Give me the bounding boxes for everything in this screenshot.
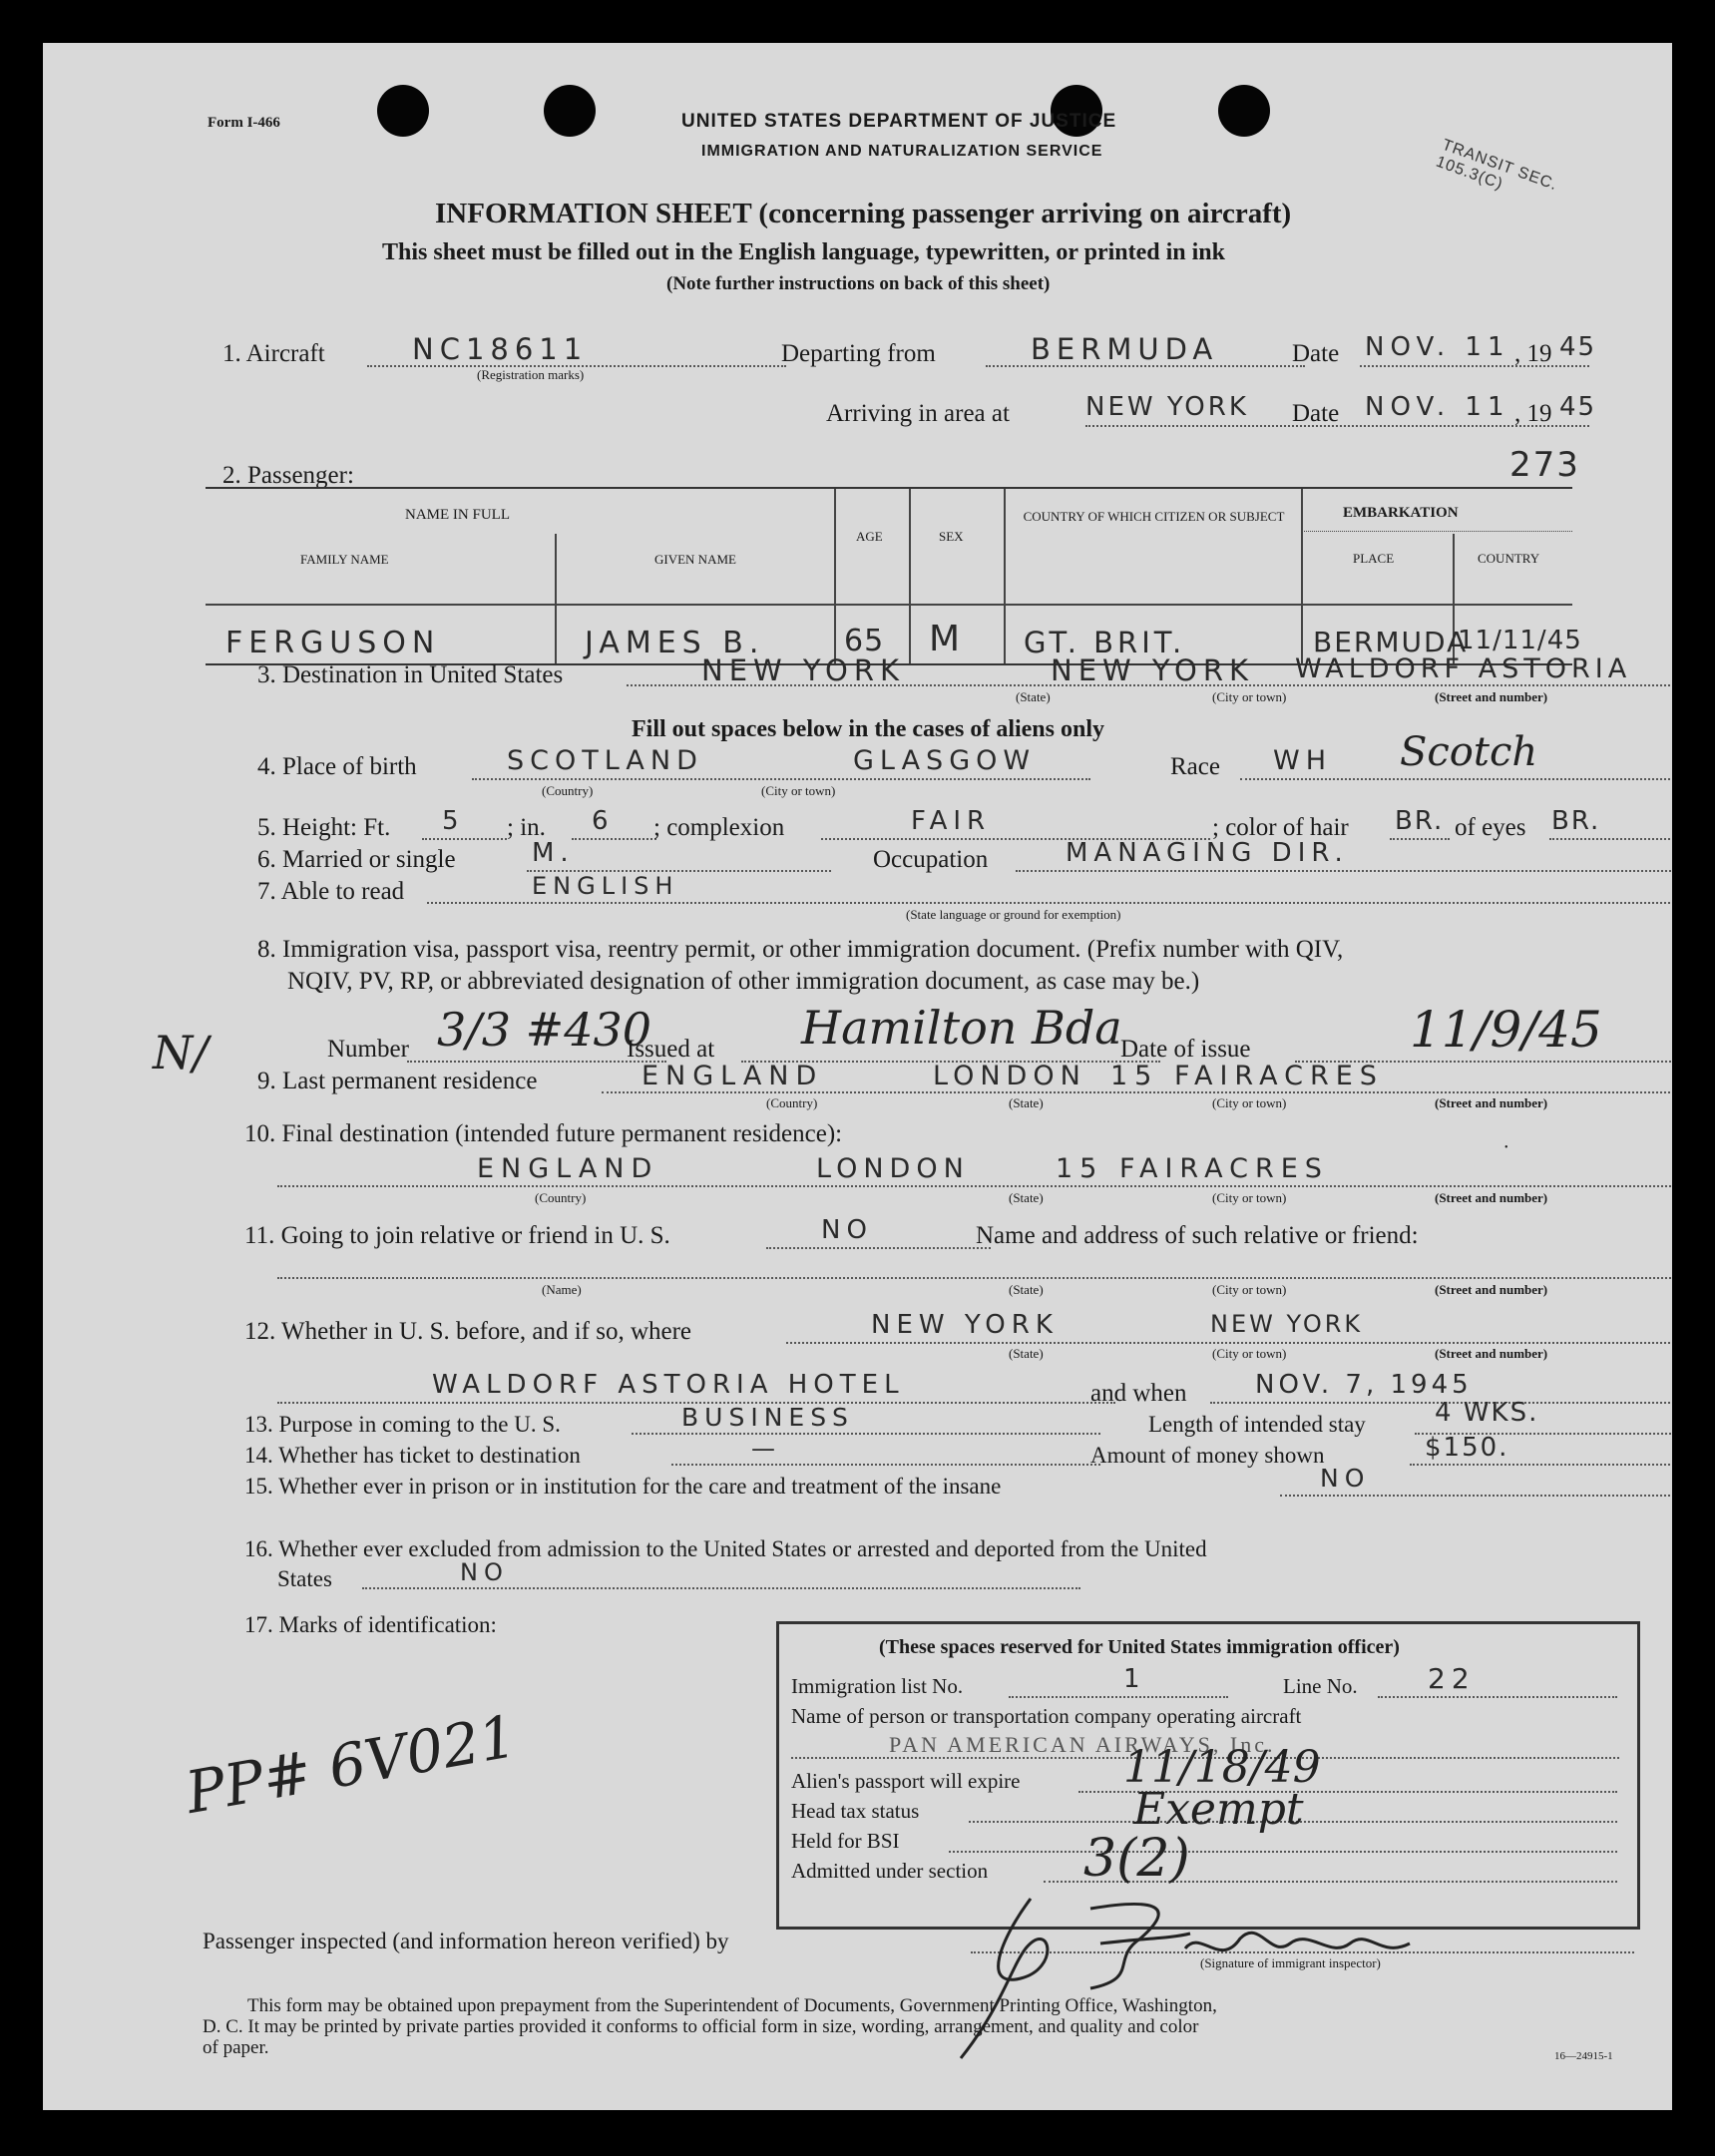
list-label: Immigration list No.: [791, 1674, 964, 1698]
transit-stamp: TRANSIT SEC. 105.3(C): [1434, 136, 1560, 195]
prison-value[interactable]: NO: [1320, 1464, 1371, 1493]
read-label: 7. Able to read: [257, 878, 405, 905]
department: UNITED STATES DEPARTMENT OF JUSTICE: [681, 111, 1117, 132]
th-place: PLACE: [1353, 551, 1395, 566]
issued-label: Issued at: [627, 1036, 715, 1063]
caption-country: (Country): [535, 1190, 587, 1205]
issued-at[interactable]: Hamilton Bda: [801, 1001, 1122, 1055]
last-residence-label: 9. Last permanent residence: [257, 1068, 538, 1094]
visa-line1: 8. Immigration visa, passport visa, reentry permit, or other immigration document. (Prefix number with QIV,: [257, 936, 1344, 963]
arriving-label: Arriving in area at: [826, 400, 1010, 427]
footer-line1: This form may be obtained upon prepayment from the Superintendent of Documents, Government Printing Office, Washington,: [247, 1995, 1217, 2016]
caption-city: (City or town): [1212, 1282, 1287, 1297]
cell-place[interactable]: BERMUDA: [1313, 626, 1469, 658]
married-value[interactable]: M.: [532, 838, 575, 868]
departing-label: Departing from: [781, 340, 936, 367]
stay-label: Length of intended stay: [1148, 1412, 1366, 1437]
eyes-value[interactable]: BR.: [1551, 806, 1601, 836]
race-label: Race: [1170, 753, 1220, 780]
birth-label: 4. Place of birth: [257, 753, 417, 780]
destination-state[interactable]: NEW YORK: [701, 653, 906, 687]
th-given-name: GIVEN NAME: [654, 552, 736, 567]
occupation-label: Occupation: [873, 846, 989, 873]
destination-street[interactable]: WALDORF ASTORIA: [1295, 653, 1632, 684]
final-destination-city[interactable]: 15 FAIRACRES: [1056, 1153, 1329, 1184]
join-value[interactable]: NO: [821, 1215, 873, 1245]
excluded-line1: 16. Whether ever excluded from admission to the United States or arrested and deported from the United: [244, 1536, 1207, 1561]
headtax-value[interactable]: Exempt: [1133, 1784, 1304, 1835]
height-in[interactable]: 6: [592, 806, 615, 836]
reg-marks-caption: (Registration marks): [477, 367, 585, 382]
last-residence-city[interactable]: 15 FAIRACRES: [1110, 1061, 1384, 1091]
before-city[interactable]: NEW YORK: [1210, 1310, 1364, 1338]
caption-street: (Street and number): [1435, 1346, 1548, 1361]
visa-margin-note: N/: [153, 1026, 209, 1079]
race-value[interactable]: WH: [1273, 745, 1332, 776]
expire-value[interactable]: 11/18/49: [1123, 1742, 1321, 1793]
prison-label: 15. Whether ever in prison or in institution for the care and treatment of the insane: [244, 1474, 1002, 1499]
before-when[interactable]: NOV. 7, 1945: [1255, 1370, 1473, 1400]
hair-label: ; color of hair: [1212, 814, 1349, 841]
final-destination-label: 10. Final destination (intended future permanent residence):: [244, 1120, 843, 1147]
visa-line2: NQIV, PV, RP, or abbreviated designation of other immigration document, as case may be.): [287, 968, 1200, 995]
sheet-note: (Note further instructions on back of this sheet): [666, 273, 1051, 294]
line-value[interactable]: 22: [1428, 1662, 1476, 1695]
footer-line3: of paper.: [203, 2037, 269, 2058]
aircraft-label: 1. Aircraft: [222, 340, 325, 367]
before-label: 12. Whether in U. S. before, and if so, where: [244, 1318, 692, 1345]
caption-country: (Country): [766, 1095, 818, 1110]
caption-city: (City or town): [1212, 1095, 1287, 1110]
occupation-value[interactable]: MANAGING DIR.: [1066, 838, 1349, 868]
sheet-subtitle: This sheet must be filled out in the English language, typewritten, or printed in ink: [382, 239, 1225, 265]
caption-street: (Street and number): [1435, 1095, 1548, 1110]
aircraft-value[interactable]: NC18611: [412, 332, 589, 366]
punch-hole: [377, 85, 429, 137]
arr-year-value[interactable]: 45: [1559, 392, 1597, 422]
year-prefix: , 19: [1514, 400, 1552, 427]
before-street[interactable]: WALDORF ASTORIA HOTEL: [432, 1370, 905, 1400]
officer-header: (These spaces reserved for United States immigration officer): [879, 1636, 1400, 1658]
marks-handwritten[interactable]: PP# 6V021: [181, 1701, 522, 1827]
join-label: 11. Going to join relative or friend in U. S.: [244, 1222, 670, 1249]
cell-family-name[interactable]: FERGUSON: [225, 626, 441, 660]
manifest-number: 273: [1509, 445, 1580, 485]
service: IMMIGRATION AND NATURALIZATION SERVICE: [701, 143, 1103, 160]
height-in-label: ; in.: [507, 814, 546, 841]
th-embarkation: EMBARKATION: [1343, 505, 1459, 521]
footer-line2: D. C. It may be printed by private parties provided it conforms to official form in size, wording, arrangement, and quality and color: [203, 2016, 1199, 2037]
purpose-label: 13. Purpose in coming to the U. S.: [244, 1412, 561, 1437]
th-family-name: FAMILY NAME: [300, 552, 389, 567]
admitted-label: Admitted under section: [791, 1859, 989, 1883]
company-label: Name of person or transportation company operating aircraft: [791, 1704, 1302, 1728]
cell-emb-country[interactable]: 11/11/45: [1458, 626, 1582, 655]
year-prefix: , 19: [1514, 340, 1552, 367]
caption-state: (State): [1009, 1095, 1044, 1110]
caption-state: (State): [1016, 689, 1051, 704]
issue-date-label: Date of issue: [1120, 1036, 1251, 1063]
dep-date-value[interactable]: NOV. 11: [1365, 332, 1510, 362]
height-ft-label: 5. Height: Ft.: [257, 814, 391, 841]
th-country-citizen: COUNTRY OF WHICH CITIZEN OR SUBJECT: [1023, 509, 1285, 524]
line-label: Line No.: [1283, 1674, 1358, 1698]
cell-citizen[interactable]: GT. BRIT.: [1024, 626, 1186, 659]
cell-sex[interactable]: M: [929, 619, 967, 659]
cell-given-name[interactable]: JAMES B.: [585, 626, 765, 660]
ticket-label: 14. Whether has ticket to destination: [244, 1443, 581, 1468]
arr-date-value[interactable]: NOV. 11: [1365, 392, 1510, 422]
inspected-label: Passenger inspected (and information hereon verified) by: [203, 1929, 729, 1953]
before-when-label: and when: [1090, 1380, 1187, 1407]
caption-city: (City or town): [1212, 689, 1287, 704]
caption-street: (Street and number): [1435, 689, 1548, 704]
caption-city: (City or town): [761, 783, 836, 798]
married-label: 6. Married or single: [257, 846, 456, 873]
birth-country[interactable]: SCOTLAND: [507, 745, 703, 776]
form-number: Form I-466: [208, 115, 280, 131]
destination-city[interactable]: NEW YORK: [1051, 653, 1255, 687]
company-value[interactable]: PAN AMERICAN AIRWAYS, Inc.: [889, 1732, 1276, 1757]
excluded-value[interactable]: NO: [460, 1558, 509, 1586]
race-handwritten[interactable]: Scotch: [1400, 729, 1538, 775]
relative-name-label: Name and address of such relative or friend:: [976, 1222, 1419, 1249]
punch-hole: [1218, 85, 1270, 137]
arr-date-label: Date: [1292, 400, 1340, 427]
sheet-title: INFORMATION SHEET (concerning passenger arriving on aircraft): [435, 198, 1292, 229]
dep-year-value[interactable]: 45: [1559, 332, 1597, 362]
hair-value[interactable]: BR.: [1395, 806, 1445, 836]
inspector-caption: (Signature of immigrant inspector): [1200, 1955, 1381, 1970]
before-state[interactable]: NEW YORK: [871, 1310, 1059, 1340]
final-destination-country[interactable]: ENGLAND: [477, 1153, 659, 1184]
read-value[interactable]: ENGLISH: [532, 872, 679, 900]
list-value[interactable]: 1: [1123, 1664, 1146, 1694]
passenger-label: 2. Passenger:: [222, 462, 354, 489]
bsi-label: Held for BSI: [791, 1829, 900, 1853]
marks-label: 17. Marks of identification:: [244, 1612, 497, 1637]
visa-number-label: Number: [327, 1036, 409, 1063]
cell-age[interactable]: 65: [844, 624, 885, 658]
punch-hole: [544, 85, 596, 137]
destination-label: 3. Destination in United States: [257, 661, 564, 688]
caption-street: (Street and number): [1435, 1282, 1548, 1297]
visa-number[interactable]: 3/3 #430: [437, 1003, 651, 1057]
dep-date-label: Date: [1292, 340, 1340, 367]
birth-city[interactable]: GLASGOW: [853, 745, 1037, 776]
last-residence-state[interactable]: LONDON: [933, 1061, 1086, 1091]
last-residence-country[interactable]: ENGLAND: [642, 1061, 824, 1091]
expire-label: Alien's passport will expire: [791, 1769, 1021, 1793]
passenger-table: [206, 487, 1582, 665]
caption-state: (State): [1009, 1282, 1044, 1297]
ticket-value[interactable]: —: [751, 1435, 781, 1463]
caption-city: (City or town): [1212, 1346, 1287, 1361]
issue-date[interactable]: 11/9/45: [1410, 1001, 1602, 1059]
form-code: 16—24915-1: [1554, 2050, 1613, 2062]
th-sex: SEX: [939, 529, 964, 544]
caption-state: (State): [1009, 1190, 1044, 1205]
th-name-in-full: NAME IN FULL: [405, 507, 510, 523]
excluded-line2: States: [277, 1566, 332, 1591]
money-label: Amount of money shown: [1090, 1443, 1325, 1468]
final-destination-state[interactable]: LONDON: [816, 1153, 970, 1184]
caption-state: (State): [1009, 1346, 1044, 1361]
arriving-value[interactable]: NEW YORK: [1085, 392, 1249, 422]
stay-value[interactable]: 4 WKS.: [1435, 1398, 1539, 1428]
read-caption: (State language or ground for exemption): [906, 907, 1121, 922]
headtax-label: Head tax status: [791, 1799, 920, 1823]
caption-city: (City or town): [1212, 1190, 1287, 1205]
eyes-label: of eyes: [1455, 814, 1526, 841]
money-value[interactable]: $150.: [1425, 1433, 1509, 1463]
admitted-value[interactable]: 3(2): [1083, 1829, 1190, 1889]
height-ft[interactable]: 5: [442, 806, 465, 836]
complexion-label: ; complexion: [653, 814, 785, 841]
caption-country: (Country): [542, 783, 594, 798]
th-country: COUNTRY: [1478, 551, 1540, 566]
purpose-value[interactable]: BUSINESS: [681, 1403, 854, 1432]
th-age: AGE: [856, 529, 883, 544]
form-page: Form I-466 UNITED STATES DEPARTMENT OF JUSTICE IMMIGRATION AND NATURALIZATION SERVICE TRANSIT SEC. 105.3(C) INFORMATION SHEET (concerning passenger arriving on aircraft) This sheet must be filled out in the English language, typewritten, or printed in ink (Note further instructions on back of this sheet) 1. Aircraft NC18611 (Registration marks) Departing from BERMUDA Date NOV. 11 , 19 45 Arriving in area at NEW YORK Date NOV. 11 , 19 45 2. Passenger: 273 NAME IN FULL FAMILY NAME GIVEN NAME AGE SEX COUNTRY OF WHICH CITIZEN OR SUBJECT EMBARKATION PLACE COUNTRY FERGUSON JAMES B. 65 M GT. BRIT. BERMUDA 11/11/45 3. Destination in United States NEW YORK NEW YORK WALDORF ASTORIA (State) (City or town) (Street and number) Fill out spaces below in the cases of aliens only 4. Place of birth SCOTLAND GLASGOW (Country) (City or town) Race WH Scotch 5. Height: Ft. 5 ; in. 6 ; complexion FAIR ; color of hair BR. of eyes BR. 6. Married or single M. Occupation MANAGING DIR. 7. Able to read ENGLISH (State language or ground for exemption) 8. Immigration visa, passport visa, reentry permit, or other immigration document. (Prefix number with QIV, NQIV, PV, RP, or abbreviated designation of other immigration document, as case may be.) N/ Number 3/3 #430 Issued at Hamilton Bda Date of issue 11/9/45 9. Last permanent residence ENGLAND LONDON 15 FAIRACRES (Country) (State) (City or town) (Street and number) 10. Final destination (intended future permanent residence): • ENGLAND LONDON 15 FAIRACRES (Country) (State) (City or town) (Street and number) 11. Going to join relative or friend in U. S. NO Name and address of such relative or friend: (Name) (State) (City or town) (Street and number) 12. Whether in U. S. before, and if so, where NEW YORK NEW YORK (State) (City or town) (Street and number) WALDORF ASTORIA HOTEL and when NOV. 7, 1945 13. Purpose in coming to the U. S. BUSINESS Length of intended stay 4 WKS. 14. Whether has ticket to destination — Amount of money shown $150. 15. Whether ever in prison or in institution for the care and treatment of the insane NO 16. Whether ever excluded from admission to the United States or arrested and deported from the United States NO 17. Marks of identification: PP# 6V021 (These spaces reserved for United States immigration officer) Immigration list No. 1 Line No. 22 Name of person or transportation company operating aircraft PAN AMERICAN AIRWAYS, Inc. Alien's passport will expire 11/18/49 Head tax status Exempt Held for BSI Admitted under section 3(2) Passenger inspected (and information hereon verified) by (Signature of immigrant inspector) This form may be obtained upon prepayment from the Superintendent of Documents, Government Printing Office, Washington, D. C. It may be printed by private parties provided it conforms to official form in size, wording, arrangement, and quality and color of paper. 16—24915-1: [43, 43, 1672, 2110]
complexion-value[interactable]: FAIR: [911, 806, 992, 836]
caption-name: (Name): [542, 1282, 582, 1297]
caption-street: (Street and number): [1435, 1190, 1548, 1205]
aliens-only-heading: Fill out spaces below in the cases of aliens only: [632, 716, 1105, 742]
departing-value[interactable]: BERMUDA: [1031, 332, 1219, 366]
